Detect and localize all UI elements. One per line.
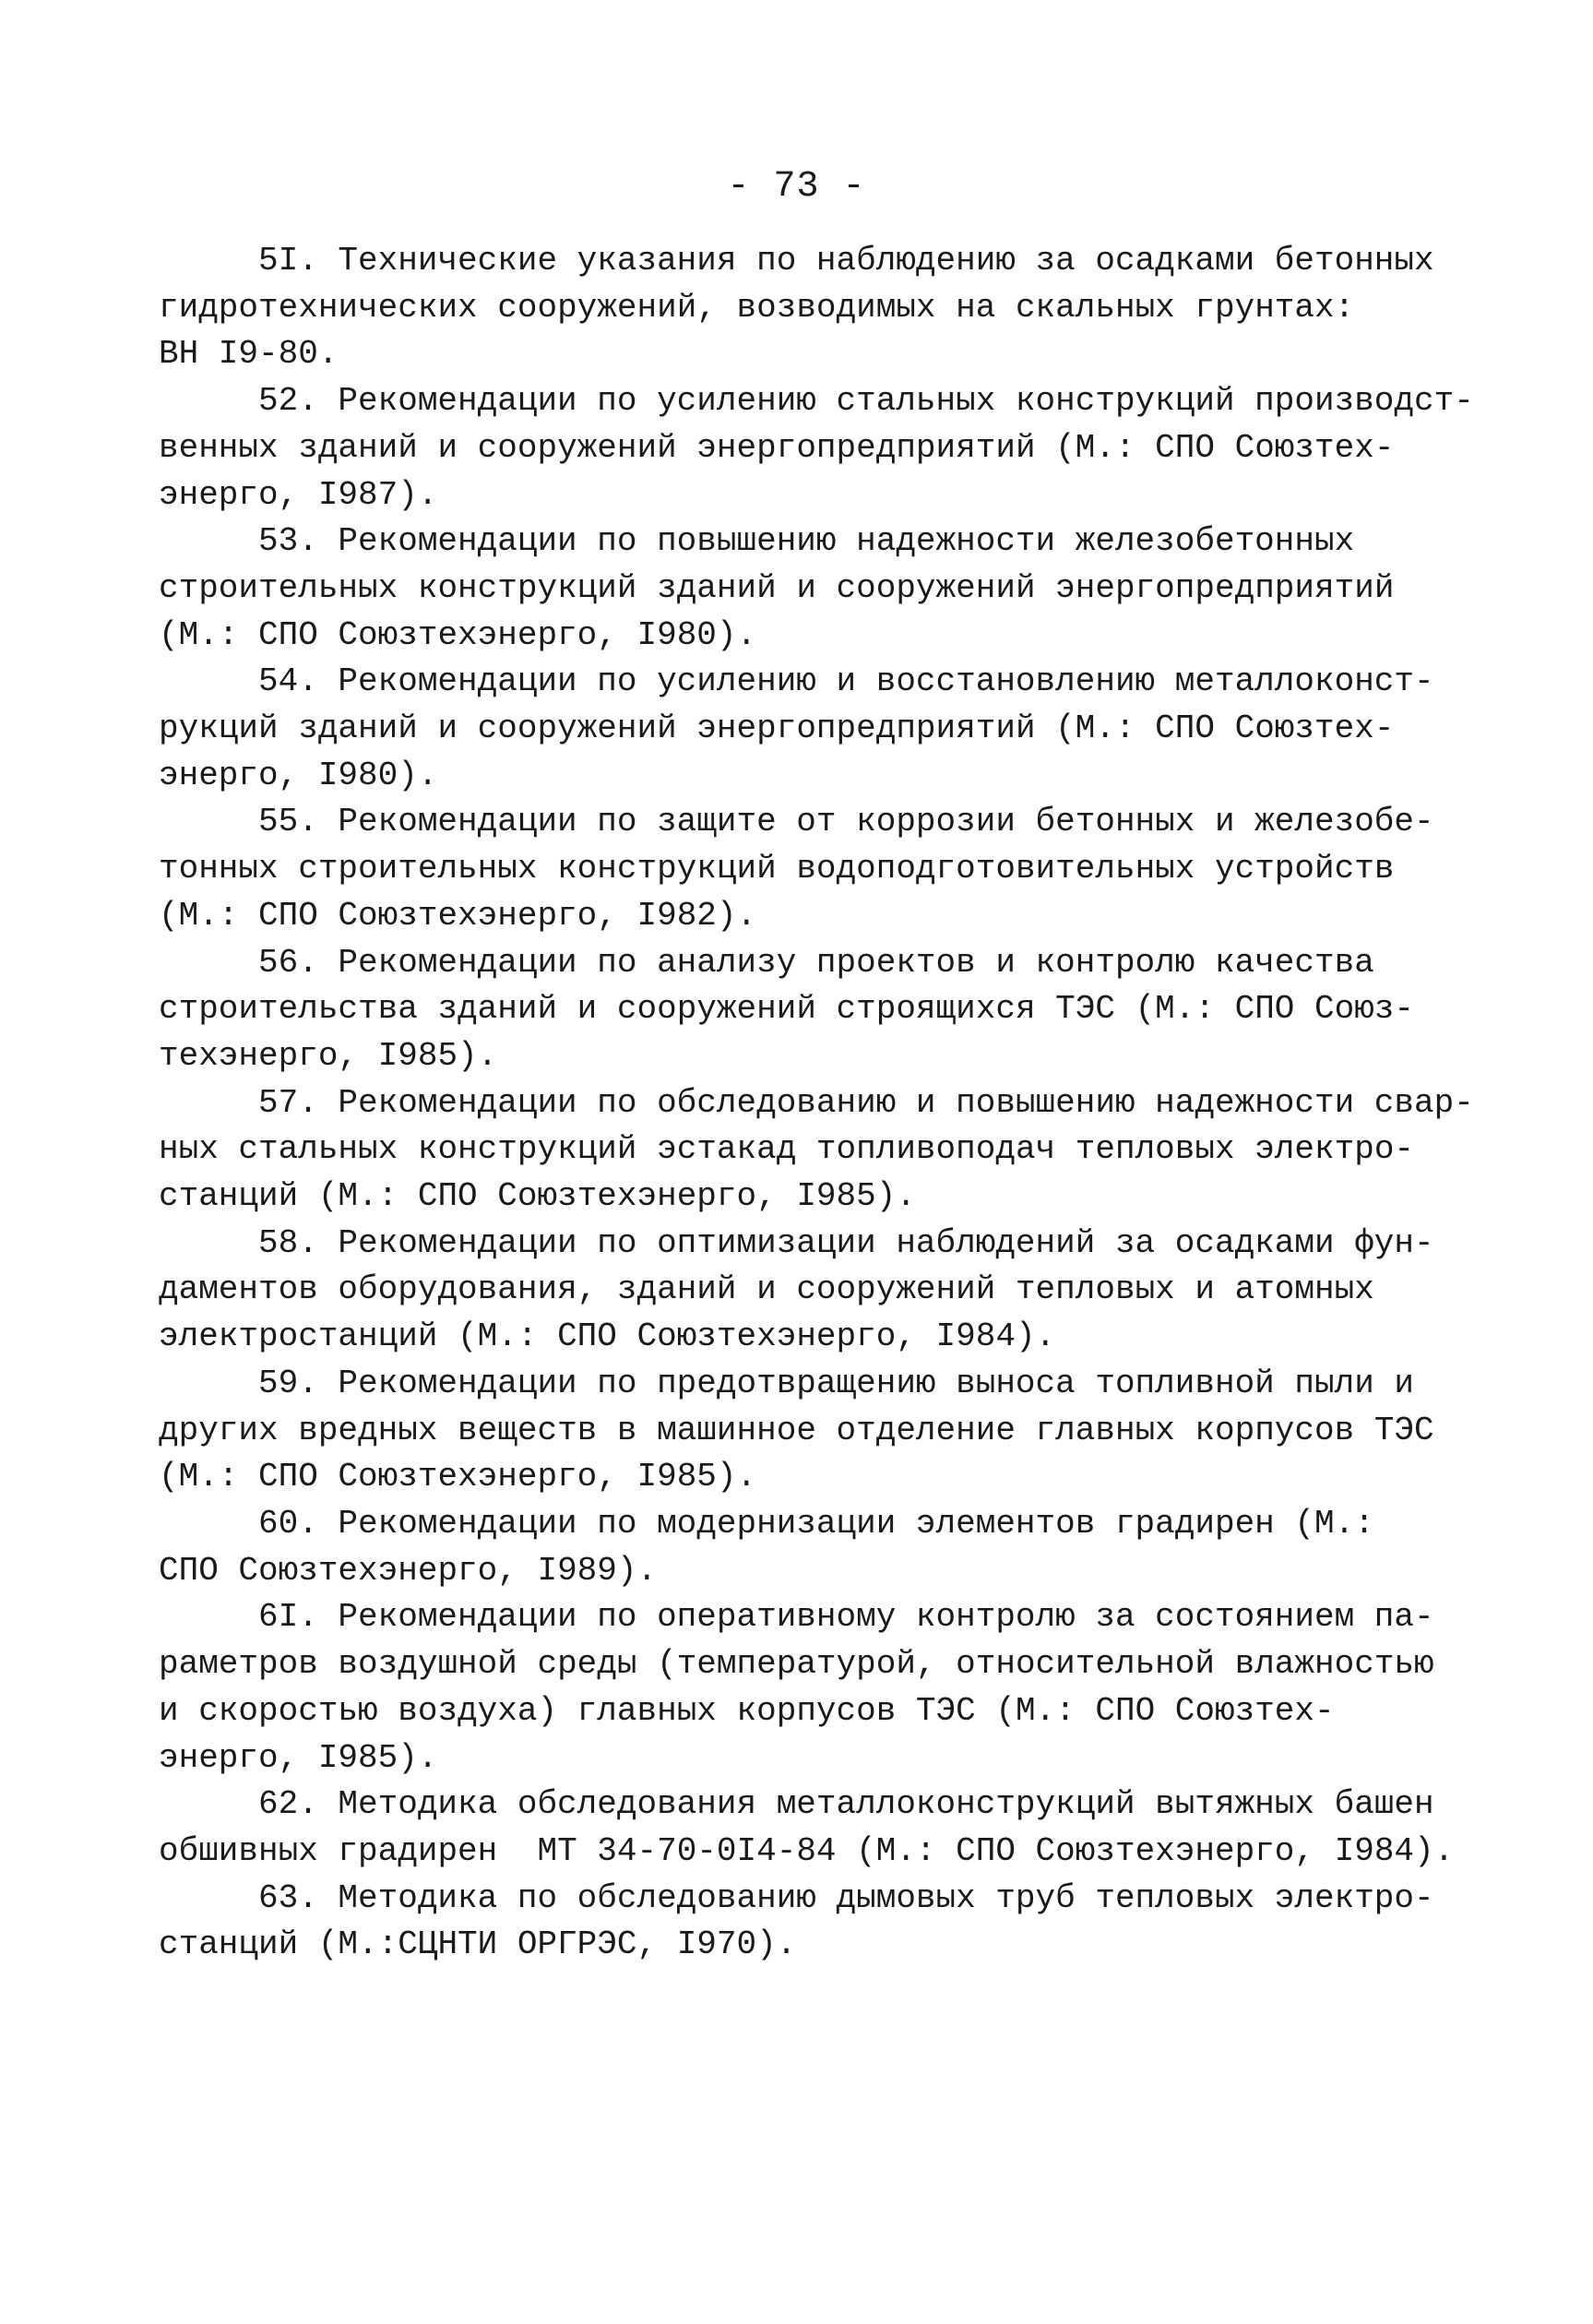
reference-line: и скоростью воздуха) главных корпусов ТЭС (М.: СПО Союзтех- (159, 1691, 1335, 1730)
reference-line: (М.: СПО Союзтехэнерго, I985). (159, 1458, 757, 1496)
reference-item (159, 1080, 1474, 1221)
reference-item (159, 659, 1434, 799)
reference-item (159, 1594, 1434, 1782)
reference-line: 52. Рекомендации по усилению стальных конструкций производст- (258, 382, 1474, 421)
reference-line: 62. Методика обследования металлоконструкций вытяжных башен (258, 1785, 1434, 1824)
reference-item (159, 1221, 1434, 1361)
reference-line: станций (М.: СПО Союзтехэнерго, I985). (159, 1177, 916, 1216)
reference-line: 63. Методика по обследованию дымовых труб тепловых электро- (258, 1878, 1434, 1917)
reference-line: раметров воздушной среды (температурой, относительной влажностью (159, 1645, 1434, 1684)
reference-list (159, 238, 1474, 1969)
reference-line: 5I. Технические указания по наблюдению за осадками бетонных (258, 242, 1434, 280)
reference-item (159, 1501, 1413, 1594)
reference-item (159, 1361, 1434, 1501)
reference-item (159, 940, 1413, 1080)
reference-line: энерго, I980). (159, 756, 438, 794)
reference-line: гидротехнических сооружений, возводимых на скальных грунтах: (159, 288, 1355, 327)
reference-line: 58. Рекомендации по оптимизации наблюдений за осадками фун- (258, 1223, 1434, 1262)
reference-line: 54. Рекомендации по усилению и восстановлению металлоконст- (258, 662, 1434, 701)
reference-line: станций (М.:СЦНТИ ОРГРЭС, I970). (159, 1925, 797, 1964)
reference-line: 55. Рекомендации по защите от коррозии бетонных и железобе- (258, 803, 1434, 841)
reference-line: строительства зданий и сооружений строящихся ТЭС (М.: СПО Союз- (159, 990, 1415, 1029)
reference-line: обшивных градирен МТ 34-70-0I4-84 (М.: СПО Союзтехэнерго, I984). (159, 1831, 1455, 1870)
reference-line: 59. Рекомендации по предотвращению выноса топливной пыли и (258, 1364, 1415, 1402)
page-number: - 73 - (727, 166, 866, 208)
reference-line: даментов оборудования, зданий и сооружений тепловых и атомных (159, 1270, 1374, 1309)
reference-item (159, 518, 1413, 659)
reference-line: 6I. Рекомендации по оперативному контролю за состоянием па- (258, 1598, 1434, 1637)
reference-line: 57. Рекомендации по обследованию и повышению надежности свар- (258, 1083, 1474, 1122)
reference-line: венных зданий и сооружений энергопредприятий (М.: СПО Союзтех- (159, 428, 1395, 467)
reference-item (159, 238, 1434, 378)
reference-line: (М.: СПО Союзтехэнерго, I980). (159, 615, 757, 654)
reference-item (159, 1782, 1455, 1875)
reference-line: других вредных веществ в машинное отделение главных корпусов ТЭС (159, 1411, 1434, 1449)
reference-line: ных стальных конструкций эстакад топливоподач тепловых электро- (159, 1130, 1415, 1169)
reference-line: ВН I9-80. (159, 335, 339, 374)
reference-item (159, 799, 1434, 939)
reference-line: (М.: СПО Союзтехэнерго, I982). (159, 896, 757, 935)
reference-line: электростанций (М.: СПО Союзтехэнерго, I984). (159, 1317, 1056, 1356)
reference-line: 56. Рекомендации по анализу проектов и контролю качества (258, 943, 1374, 982)
reference-line: 53. Рекомендации по повышению надежности железобетонных (258, 522, 1355, 561)
reference-line: строительных конструкций зданий и сооружений энергопредприятий (159, 568, 1395, 607)
reference-line: рукций зданий и сооружений энергопредприятий (М.: СПО Союзтех- (159, 709, 1395, 748)
reference-line: 60. Рекомендации по модернизации элементов градирен (М.: (258, 1504, 1374, 1543)
reference-line: СПО Союзтехэнерго, I989). (159, 1551, 658, 1590)
reference-item (159, 1876, 1434, 1969)
reference-line: энерго, I985). (159, 1738, 438, 1777)
reference-line: тонных строительных конструкций водоподготовительных устройств (159, 850, 1395, 888)
reference-line: энерго, I987). (159, 475, 438, 514)
reference-line: техэнерго, I985). (159, 1036, 498, 1075)
reference-item (159, 378, 1474, 518)
